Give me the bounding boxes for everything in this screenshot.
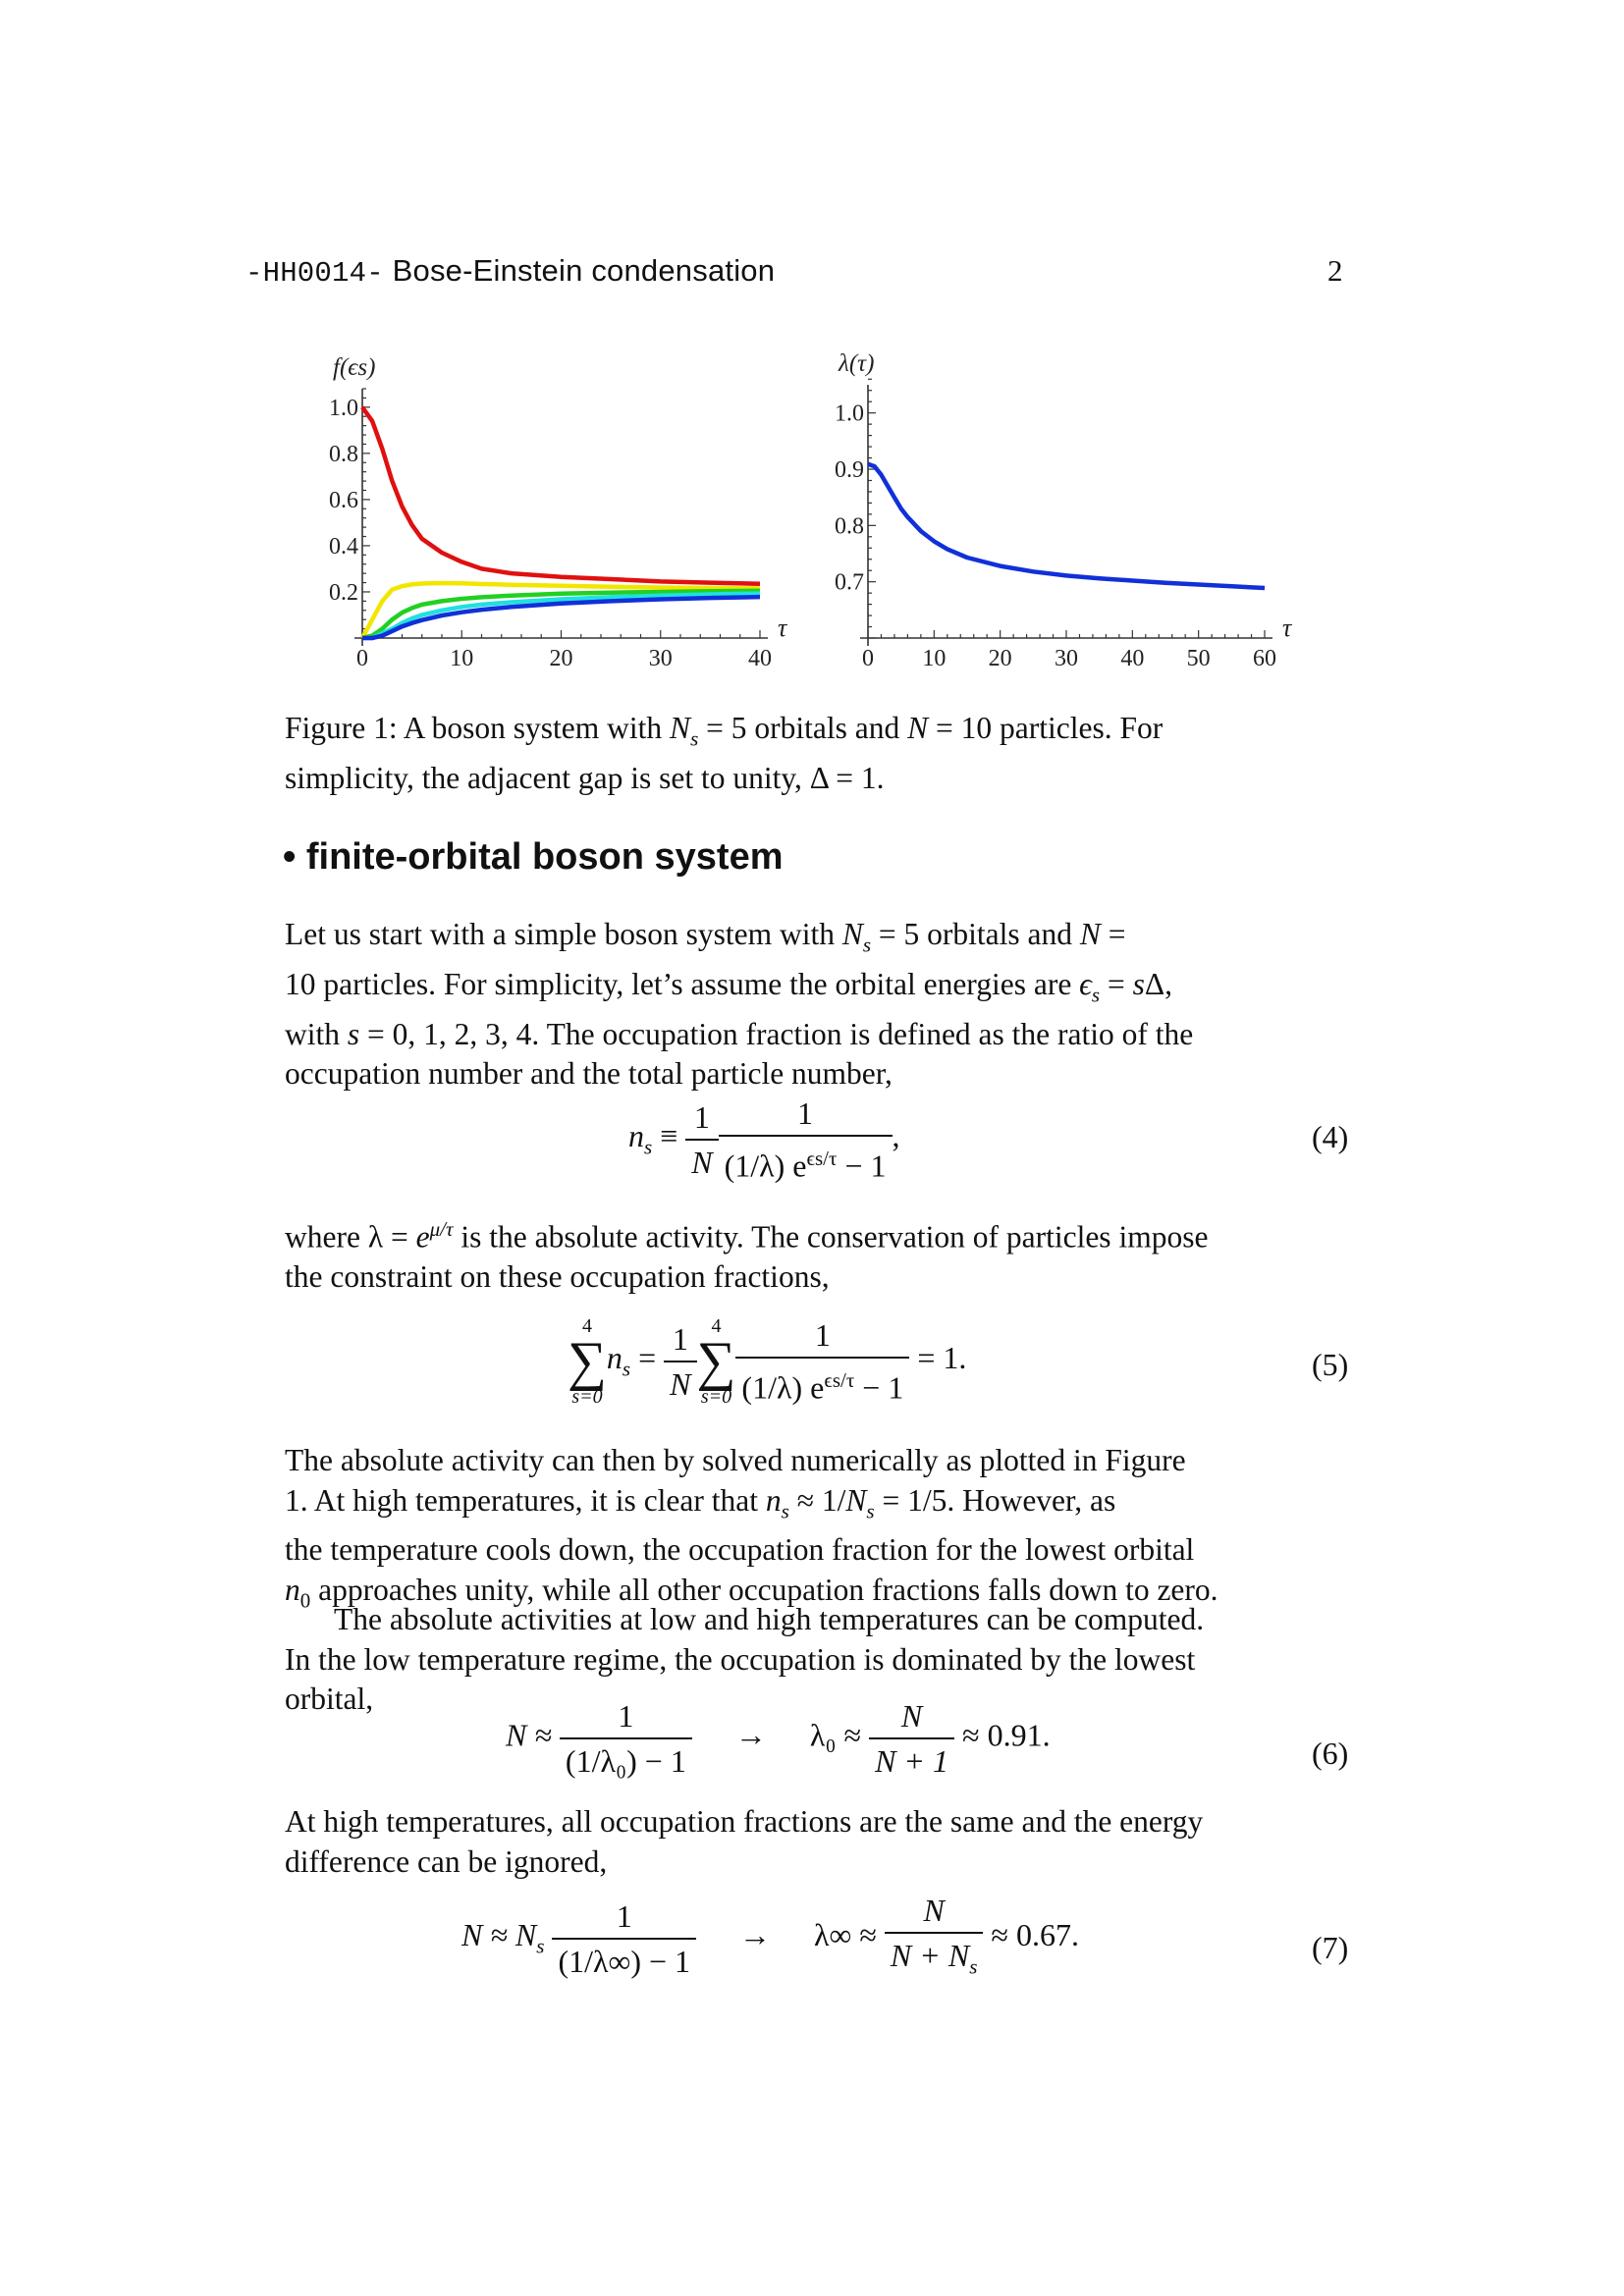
x-tick-label: 60 bbox=[1253, 646, 1276, 671]
y-tick-label: 0.7 bbox=[835, 569, 864, 596]
x-tick-label: 0 bbox=[862, 646, 874, 671]
x-axis-label: τ bbox=[1282, 614, 1292, 642]
x-tick-label: 0 bbox=[356, 646, 368, 671]
figure-1-charts bbox=[0, 0, 1624, 707]
fraction bbox=[685, 1095, 718, 1184]
eq-symbol: N ≈ bbox=[506, 1717, 552, 1753]
x-tick-label: 20 bbox=[988, 646, 1012, 671]
text: ≈ 1/ bbox=[788, 1482, 846, 1518]
caption-text: A boson system with bbox=[403, 711, 671, 745]
text: Δ, bbox=[1144, 966, 1172, 1001]
series-line-s-0 bbox=[362, 407, 760, 584]
y-tick-label: 1.0 bbox=[329, 395, 358, 421]
eq-symbol: = bbox=[638, 1340, 657, 1376]
denominator: N + 1 bbox=[875, 1743, 948, 1779]
page-number: 2 bbox=[1327, 253, 1343, 288]
numerator: 1 bbox=[719, 1092, 893, 1137]
y-axis-label: λ(τ) bbox=[839, 350, 875, 377]
numerator: N bbox=[885, 1889, 983, 1934]
paragraph-5 bbox=[285, 1802, 1357, 1882]
text: 10 particles. For simplicity, let’s assume the orbital energies are bbox=[285, 966, 1080, 1001]
arrow: → bbox=[739, 1917, 772, 1953]
section-heading bbox=[283, 836, 784, 879]
x-tick-label: 50 bbox=[1186, 646, 1211, 671]
text: ≈ 0.67. bbox=[991, 1917, 1079, 1953]
x-tick-label: 10 bbox=[450, 646, 474, 671]
lower-limit: s=0 bbox=[571, 1385, 603, 1408]
denominator: (1/λ∞) − 1 bbox=[558, 1943, 691, 1979]
text: = 5 orbitals and bbox=[871, 917, 1080, 951]
bullet: • bbox=[283, 836, 297, 878]
text: = 0, 1, 2, 3, 4. The occupation fraction is defined as the ratio of the bbox=[359, 1016, 1194, 1051]
y-tick-label: 0.6 bbox=[329, 487, 358, 513]
eq-symbol: λ₀ ≈ bbox=[809, 1717, 862, 1753]
caption-text: = 5 orbitals and bbox=[698, 711, 908, 745]
y-tick-label: 1.0 bbox=[835, 400, 864, 427]
y-axis-label: f(ϵs) bbox=[333, 354, 376, 381]
numerator: 1 bbox=[685, 1095, 718, 1141]
text: The absolute activities at low and high temperatures can be computed. bbox=[334, 1602, 1205, 1636]
denominator: $N + N_s$ bbox=[890, 1938, 978, 1979]
caption-text: simplicity, the adjacent gap is set to unity, Δ = 1. bbox=[285, 760, 885, 795]
text: = 1/5. However, as bbox=[874, 1482, 1116, 1518]
text: = 1. bbox=[917, 1340, 967, 1376]
text: 1. At high temperatures, it is clear that bbox=[285, 1482, 766, 1518]
equation-number: (4) bbox=[1312, 1119, 1349, 1154]
text: Let us start with a simple boson system with bbox=[285, 917, 842, 951]
lower-limit: s=0 bbox=[700, 1385, 732, 1408]
eq-symbol: λ∞ ≈ bbox=[814, 1917, 877, 1953]
equation-7: $N \approx N_s$ $\frac{1}{(1/\lambda\infty) - 1}$ → λ∞ ≈ $\frac{N}{N + N_s}$ ≈ 0.67. bbox=[461, 1889, 1079, 1988]
upper-limit: 4 bbox=[711, 1314, 722, 1337]
denominator: (1/λ₀) − 1 bbox=[565, 1743, 686, 1779]
x-tick-label: 10 bbox=[922, 646, 947, 671]
caption-label: Figure 1: bbox=[285, 711, 398, 745]
text: , bbox=[892, 1118, 900, 1154]
y-tick-label: 0.2 bbox=[329, 579, 358, 606]
fraction bbox=[719, 1092, 893, 1188]
x-axis-label: τ bbox=[778, 614, 787, 642]
equation-5: 4 ∑ s=0 $n_s$ = $\frac{1}{N}$ 4 ∑ s=0 $\frac{1}{(1/\lambda) e^{\epsilon s/\tau} - 1}$ = 1. bbox=[568, 1314, 967, 1408]
text: ≈ 0.91. bbox=[962, 1717, 1051, 1753]
text: N + N bbox=[890, 1938, 970, 1973]
paragraph-2: where $\lambda = e^{\mu/\tau}$ is the absolute activity. The conservation of particles impose the constraint on these occupation fractions, bbox=[285, 1209, 1357, 1298]
text: = bbox=[1100, 966, 1133, 1001]
text: with bbox=[285, 1016, 348, 1051]
x-tick-label: 20 bbox=[549, 646, 573, 671]
text: the constraint on these occupation fractions, bbox=[285, 1259, 830, 1294]
caption-text: = 10 particles. For bbox=[928, 711, 1164, 745]
fraction bbox=[885, 1889, 983, 1988]
eq-symbol: N ≈ N bbox=[461, 1917, 537, 1953]
x-tick-label: 30 bbox=[648, 646, 673, 671]
text: is the absolute activity. The conservation of particles impose bbox=[453, 1219, 1209, 1255]
paragraph-3: The absolute activity can then by solved numerically as plotted in Figure 1. At high temperatures, it is clear that $n_s \approx 1/N_s = 1/5$. However, as the temperature cools down, the occupation fraction for the lowest orbital $n_0$ approaches unity, while all other occupation fractions falls down to zero. bbox=[285, 1441, 1357, 1621]
numerator: 1 bbox=[552, 1895, 696, 1940]
text: where λ = bbox=[285, 1219, 416, 1255]
section-title: finite-orbital boson system bbox=[305, 836, 784, 878]
denominator bbox=[735, 1359, 909, 1410]
text: At high temperatures, all occupation fractions are the same and the energy bbox=[285, 1804, 1204, 1839]
y-tick-label: 0.8 bbox=[835, 513, 864, 540]
y-tick-label: 0.9 bbox=[835, 457, 864, 483]
document-code: -HH0014- bbox=[245, 257, 384, 290]
eq-symbol: ≡ bbox=[660, 1118, 678, 1154]
equation-number: (7) bbox=[1312, 1930, 1349, 1965]
arrow: → bbox=[734, 1717, 767, 1753]
occupation-fraction-chart bbox=[329, 354, 788, 671]
denominator: N bbox=[670, 1365, 691, 1402]
numerator: N bbox=[869, 1694, 954, 1739]
absolute-activity-chart bbox=[835, 350, 1293, 671]
exponent: ϵs/τ bbox=[824, 1368, 855, 1392]
text: − 1 bbox=[854, 1369, 904, 1406]
fraction bbox=[664, 1317, 696, 1406]
text: The absolute activity can then by solved numerically as plotted in Figure bbox=[285, 1443, 1186, 1477]
denominator bbox=[719, 1137, 893, 1188]
text: − 1 bbox=[837, 1148, 887, 1184]
x-tick-label: 40 bbox=[748, 646, 772, 671]
sigma: ∑ bbox=[696, 1330, 736, 1392]
numerator: 1 bbox=[664, 1317, 696, 1362]
equation-number: (5) bbox=[1312, 1347, 1349, 1382]
fraction bbox=[869, 1694, 954, 1783]
text: (1/λ) e bbox=[724, 1148, 807, 1184]
fraction bbox=[560, 1694, 692, 1783]
document-title: Bose-Einstein condensation bbox=[392, 253, 776, 288]
summation bbox=[568, 1316, 607, 1407]
upper-limit: 4 bbox=[581, 1314, 592, 1337]
denominator: N bbox=[691, 1144, 713, 1180]
exponent: ϵs/τ bbox=[806, 1147, 838, 1170]
paragraph-1: Let us start with a simple boson system with $N_s = 5$ orbitals and N = 10 particles. For simplicity, let’s assume the orbital energies are $\epsilon_s = s\Delta$, with s = 0, 1, 2, 3, 4. The occupation fraction is defined as the ratio of the occupation number and the total particle number, bbox=[285, 915, 1357, 1095]
fraction bbox=[735, 1313, 909, 1410]
text: difference can be ignored, bbox=[285, 1843, 608, 1879]
text: approaches unity, while all other occupation fractions falls down to zero. bbox=[310, 1572, 1218, 1607]
y-tick-label: 0.4 bbox=[329, 533, 358, 560]
text: the temperature cools down, the occupation fraction for the lowest orbital bbox=[285, 1532, 1195, 1568]
sigma: ∑ bbox=[568, 1330, 607, 1392]
figure-caption: Figure 1: A boson system with $N_s = 5$ orbitals and N = 10 particles. For simplicity, the adjacent gap is set to unity, Δ = 1. bbox=[285, 709, 1357, 798]
fraction bbox=[552, 1895, 696, 1983]
equation-6 bbox=[506, 1694, 1051, 1783]
equation-4: $n_s$ ≡ $\frac{1}{N}$ $\frac{1}{(1/\lambda) e^{\epsilon s/\tau} - 1}$ , bbox=[628, 1092, 900, 1188]
text: orbital, bbox=[285, 1682, 374, 1716]
numerator: 1 bbox=[735, 1313, 909, 1359]
eq-symbol: n bbox=[628, 1118, 644, 1154]
x-tick-label: 30 bbox=[1055, 646, 1078, 671]
series-line-lambda bbox=[868, 464, 1265, 588]
equation-number: (6) bbox=[1312, 1735, 1349, 1771]
text: (1/λ) e bbox=[741, 1369, 825, 1406]
summation bbox=[697, 1316, 736, 1407]
x-tick-label: 40 bbox=[1120, 646, 1145, 671]
text: = bbox=[1100, 917, 1126, 951]
y-tick-label: 0.8 bbox=[329, 441, 358, 467]
text: In the low temperature regime, the occupation is dominated by the lowest bbox=[285, 1641, 1196, 1677]
numerator: 1 bbox=[560, 1694, 692, 1739]
text: occupation number and the total particle number, bbox=[285, 1056, 893, 1092]
